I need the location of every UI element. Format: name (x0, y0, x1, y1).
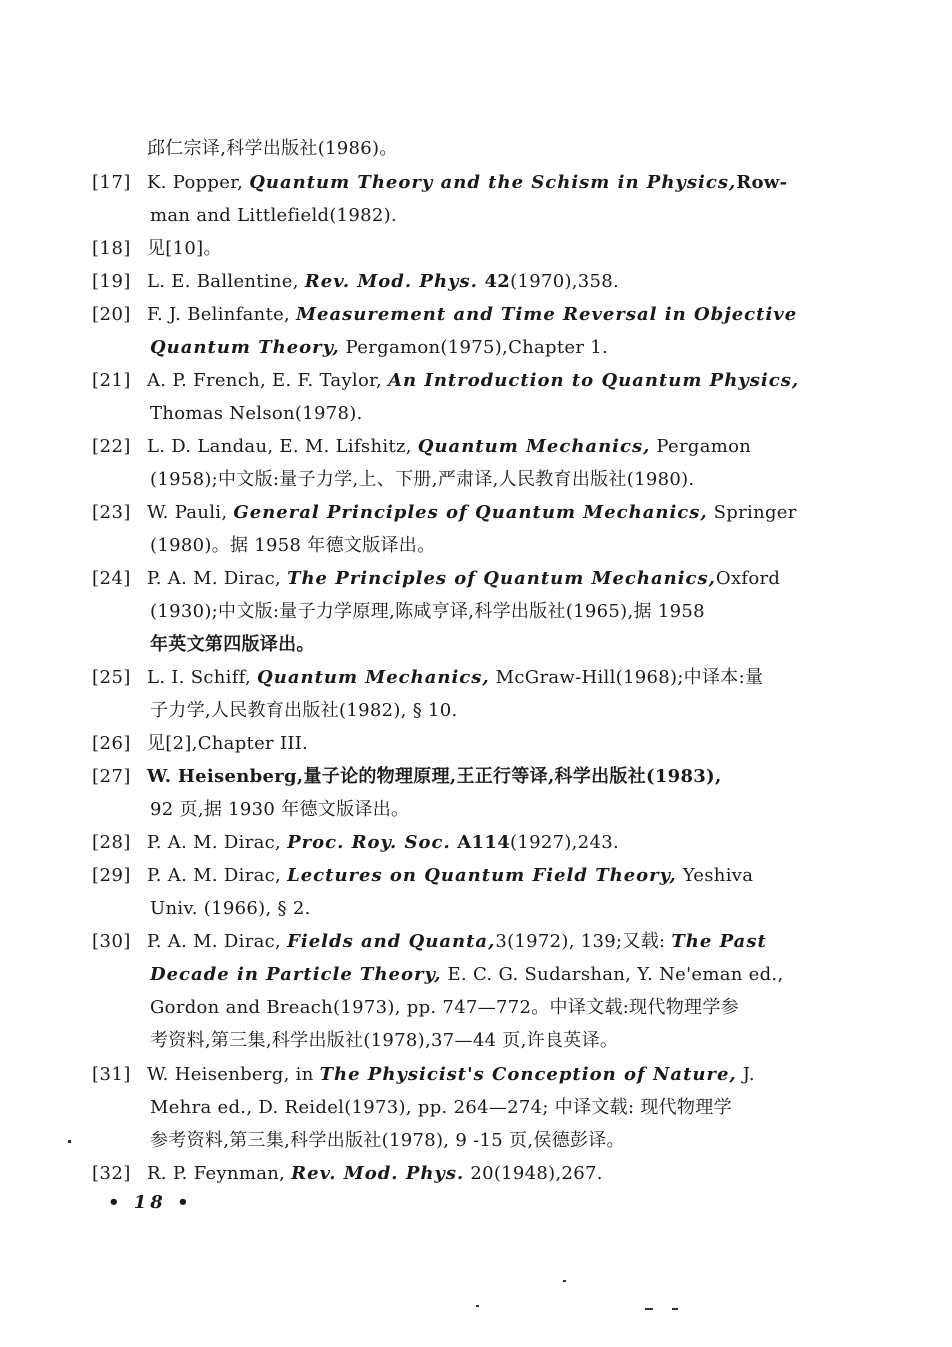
reference-text: E. C. G. Sudarshan, Y. Ne'eman ed., (441, 964, 784, 985)
reference-text-line (150, 331, 608, 364)
reference-number: [24] (92, 568, 131, 589)
reference-text: 见[10]。 (147, 238, 222, 259)
reference-text: Yeshiva (676, 865, 754, 886)
reference-text: Thomas Nelson(1978). (150, 403, 363, 424)
reference-text-line (150, 1124, 625, 1157)
reference-text: J. (736, 1064, 755, 1085)
reference-text: R. P. Feynman, (147, 1163, 292, 1184)
work-title: Quantum Theory and the Schism in Physics, (249, 172, 737, 193)
reference-text-line (150, 199, 397, 232)
scan-speck (68, 1140, 71, 1143)
page-number: • 18 • (108, 1192, 193, 1213)
work-title: Lectures on Quantum Field Theory, (287, 865, 677, 886)
reference-text-line (150, 463, 694, 496)
reference-text-line (150, 1091, 732, 1124)
reference-text-line (147, 859, 753, 892)
reference-text: 92 页,据 1930 年德文版译出。 (150, 799, 410, 820)
work-title: The Physicist's Conception of Nature, (319, 1064, 737, 1085)
reference-text: P. A. M. Dirac, (147, 865, 288, 886)
reference-text: 考资料,第三集,科学出版社(1978),37—44 页,许良英译。 (150, 1030, 619, 1051)
reference-text: L. E. Ballentine, (147, 271, 305, 292)
reference-text: (1970),358. (510, 271, 620, 292)
reference-text-line (147, 364, 799, 397)
reference-text: McGraw-Hill(1968);中译本:量 (489, 667, 764, 688)
reference-text: (1930);中文版:量子力学原理,陈咸亨译,科学出版社(1965),据 1958 (150, 601, 705, 622)
reference-text-line (147, 562, 780, 595)
work-title: Decade in Particle Theory, (150, 964, 442, 985)
reference-text-line (150, 694, 458, 727)
work-title: Fields and Quanta, (287, 931, 496, 952)
reference-text: Gordon and Breach(1973), pp. 747—772。中译文载:现代物理学参 (150, 997, 739, 1018)
reference-number: [29] (92, 865, 131, 886)
reference-text-line (150, 529, 435, 562)
reference-text: 年英文第四版译出。 (150, 634, 315, 655)
reference-number: [28] (92, 832, 131, 853)
reference-number: [19] (92, 271, 131, 292)
reference-text: (1958);中文版:量子力学,上、下册,严肃译,人民教育出版社(1980). (150, 469, 695, 490)
reference-text: Oxford (715, 568, 781, 589)
reference-text: L. D. Landau, E. M. Lifshitz, (147, 436, 418, 457)
reference-text: K. Popper, (147, 172, 250, 193)
reference-text-line (147, 496, 797, 529)
reference-text: 子力学,人民教育出版社(1982), § 10. (150, 700, 458, 721)
reference-number: [17] (92, 172, 131, 193)
scan-speck (563, 1280, 566, 1282)
reference-text: 42 (477, 271, 511, 292)
work-title: An Introduction to Quantum Physics, (388, 370, 800, 391)
reference-text: Mehra ed., D. Reidel(1973), pp. 264—274; 中译文载: 现代物理学 (150, 1097, 732, 1118)
reference-number: [23] (92, 502, 131, 523)
reference-text-line (150, 628, 315, 661)
reference-text-line (147, 166, 787, 199)
reference-text-line (150, 397, 363, 430)
reference-number: [31] (92, 1064, 131, 1085)
scan-speck (672, 1308, 678, 1310)
reference-number: [22] (92, 436, 131, 457)
reference-text: Pergamon(1975),Chapter 1. (339, 337, 609, 358)
reference-text: Springer (707, 502, 797, 523)
continued-reference-line: 邱仁宗译,科学出版社(1986)。 (147, 138, 398, 159)
reference-text: P. A. M. Dirac, (147, 568, 288, 589)
reference-text: 见[2],Chapter III. (147, 733, 309, 754)
work-title: Measurement and Time Reversal in Objective (296, 304, 798, 325)
reference-text-line (150, 892, 311, 925)
reference-text-line (147, 760, 722, 793)
work-title: Quantum Mechanics, (417, 436, 651, 457)
reference-number: [21] (92, 370, 131, 391)
reference-text-line (150, 958, 783, 991)
reference-text-line (150, 595, 705, 628)
reference-text-line (147, 925, 767, 958)
reference-text: F. J. Belinfante, (147, 304, 297, 325)
reference-number: [18] (92, 238, 131, 259)
reference-text-line (150, 991, 739, 1024)
reference-number: [30] (92, 931, 131, 952)
reference-text: Pergamon (650, 436, 752, 457)
work-title: The Past (671, 931, 767, 952)
reference-text: A114 (450, 832, 511, 853)
reference-text: 参考资料,第三集,科学出版社(1978), 9 -15 页,侯德彭译。 (150, 1130, 625, 1151)
reference-text: W. Heisenberg, in (147, 1064, 320, 1085)
reference-text: (1927),243. (510, 832, 619, 853)
reference-text-line (147, 265, 619, 298)
reference-text: 20(1948),267. (464, 1163, 603, 1184)
reference-number: [27] (92, 766, 131, 787)
reference-number: [25] (92, 667, 131, 688)
reference-text: L. I. Schiff, (147, 667, 258, 688)
reference-text: Row- (736, 172, 788, 193)
reference-text-line (147, 430, 751, 463)
work-title: Quantum Mechanics, (257, 667, 490, 688)
scan-speck (645, 1308, 653, 1310)
reference-text-line (147, 298, 797, 331)
reference-text: W. Heisenberg,量子论的物理原理,王正行等译,科学出版社(1983), (147, 766, 722, 787)
reference-text-line (147, 661, 763, 694)
reference-text: 3(1972), 139;又载: (495, 931, 672, 952)
work-title: The Principles of Quantum Mechanics, (287, 568, 716, 589)
reference-text-line (147, 1058, 755, 1091)
work-title: General Principles of Quantum Mechanics, (233, 502, 708, 523)
work-title: Rev. Mod. Phys. (304, 271, 478, 292)
reference-text-line (150, 793, 409, 826)
reference-text: man and Littlefield(1982). (150, 205, 397, 226)
reference-number: [20] (92, 304, 131, 325)
reference-text: (1980)。据 1958 年德文版译出。 (150, 535, 436, 556)
reference-text-line (147, 826, 619, 859)
reference-number: [26] (92, 733, 131, 754)
reference-text: P. A. M. Dirac, (147, 931, 288, 952)
reference-text: Univ. (1966), § 2. (150, 898, 311, 919)
work-title: Quantum Theory, (150, 337, 340, 358)
work-title: Rev. Mod. Phys. (291, 1163, 465, 1184)
reference-text: A. P. French, E. F. Taylor, (147, 370, 389, 391)
reference-text-line (147, 1157, 603, 1190)
reference-text-line (150, 1024, 618, 1057)
reference-text-line (147, 232, 222, 265)
reference-number: [32] (92, 1163, 131, 1184)
work-title: Proc. Roy. Soc. (287, 832, 451, 853)
scan-speck (476, 1305, 479, 1307)
reference-text-line (147, 727, 308, 760)
reference-text: P. A. M. Dirac, (147, 832, 288, 853)
reference-text: W. Pauli, (147, 502, 234, 523)
